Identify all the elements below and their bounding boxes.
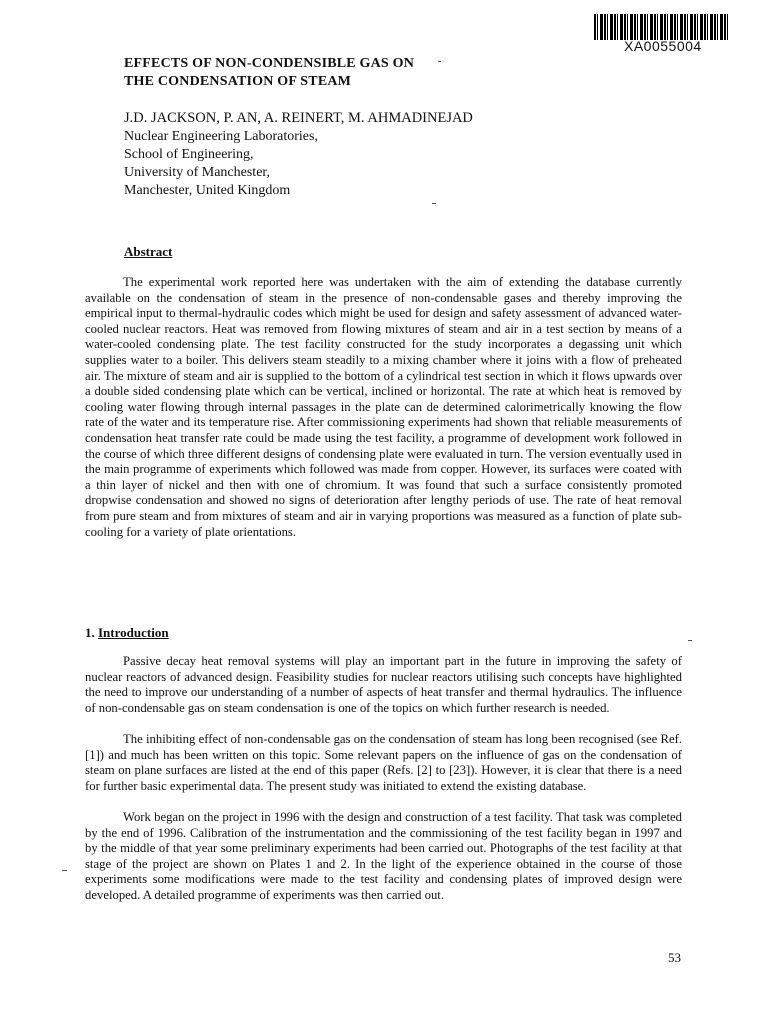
- intro-paragraph: Passive decay heat removal systems will play an important part in the future in improving the safety of nuclear reactors of advanced design. Feasibility studies for nuclear reactors utilising such concepts have highlighted the need to improve our understanding of a number of aspects of heat transfer and thermal hydraulics. The influence of non-condensable gas on steam condensation is one of the topics on which further research is needed.: [85, 654, 682, 715]
- paper-title: [124, 55, 414, 91]
- scan-speck: [432, 203, 436, 204]
- affiliation: [124, 128, 318, 200]
- section-title: Introduction: [98, 625, 169, 640]
- page-number: 53: [668, 950, 681, 965]
- affiliation-line: Manchester, United Kingdom: [124, 183, 291, 198]
- abstract-heading: Abstract: [124, 244, 173, 259]
- scan-speck: [688, 640, 692, 641]
- affiliation-line: Nuclear Engineering Laboratories,: [124, 129, 318, 144]
- intro-paragraph: The inhibiting effect of non-condensable gas on the condensation of steam has long been recognised (see Ref. [1]) and much has been written on this topic. Some relevant papers on the influence of gas on the condensation of steam on plane surfaces are listed at the end of this paper (Refs. [2] to [23]). However, it is clear that there is a need for further basic experimental data. The present study was initiated to extend the existing database.: [85, 732, 682, 793]
- introduction-heading: [85, 625, 169, 641]
- affiliation-line: School of Engineering,: [124, 147, 254, 162]
- title-line-2: THE CONDENSATION OF STEAM: [124, 74, 352, 89]
- title-line-1: EFFECTS OF NON-CONDENSIBLE GAS ON: [124, 56, 415, 71]
- affiliation-line: University of Manchester,: [124, 165, 271, 180]
- authors: J.D. JACKSON, P. AN, A. REINERT, M. AHMADINEJAD: [124, 110, 473, 126]
- scan-speck: [62, 870, 67, 871]
- scan-speck: [438, 61, 441, 62]
- intro-paragraph: Work began on the project in 1996 with the design and construction of a test facility. That task was completed by the end of 1996. Calibration of the instrumentation and the commissioning of the test facility began in 1997 and by the middle of that year some preliminary experiments had been carried out. Photographs of the test facility at that stage of the project are shown on Plates 1 and 2. In the light of the experience obtained in the course of those experiments some modifications were made to the test facility and condensing plates of improved design were developed. A detailed programme of experiments was then carried out.: [85, 810, 682, 902]
- section-number: 1.: [85, 625, 95, 640]
- barcode-image: [594, 14, 730, 40]
- abstract-text: The experimental work reported here was undertaken with the aim of extending the database currently available on the condensation of steam in the presence of non-condensable gases and thereby improving the empirical input to thermal-hydraulic codes which might be used for design and safety assessment of advanced water-cooled nuclear reactors. Heat was removed from flowing mixtures of steam and air in a test section by means of a water-cooled condensing plate. The test facility constructed for the study incorporates a degassing unit which supplies water to a boiler. This delivers steam steadily to a mixing chamber where it joins with a flow of preheated air. The mixture of steam and air is supplied to the bottom of a cylindrical test section in which it flows upwards over a double sided condensing plate which can be vertical, inclined or horizontal. The rate at which heat is removed by cooling water flowing through internal passages in the plate can de determined calorimetrically knowing the flow rate of the water and its temperature rise. After commissioning experiments had shown that reliable measurements of condensation heat transfer rate could be made using the test facility, a programme of development work followed in the course of which three different designs of condensing plate were evaluated in turn. The version eventually used in the main programme of experiments which followed was made from copper. However, its surfaces were coated with a thin layer of nickel and then with one of chromium. It was found that such a surface consistently promoted dropwise condensation and showed no signs of deterioration after lengthy periods of use. The rate of heat removal from pure steam and from mixtures of steam and air in varying proportions was measured as a function of plate sub-cooling for a variety of plate orientations.: [85, 275, 682, 539]
- document-id: XA0055004: [624, 38, 702, 54]
